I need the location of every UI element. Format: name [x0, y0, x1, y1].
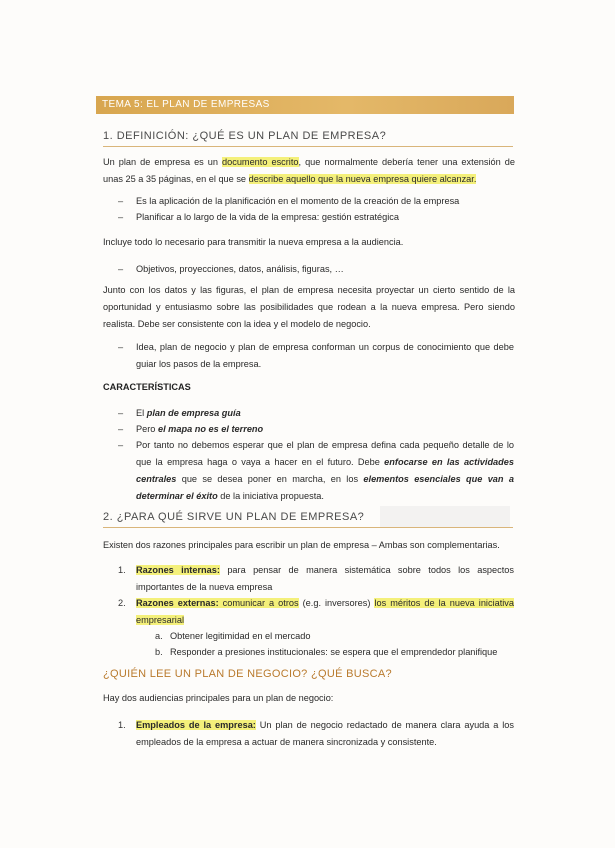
incluye-paragraph: Incluye todo lo necesario para transmitir la nueva empresa a la audiencia. [103, 237, 404, 247]
bullet-planificar: Planificar a lo largo de la vida de la empresa: gestión estratégica [136, 212, 400, 222]
section-2-title: 2. ¿PARA QUÉ SIRVE UN PLAN DE EMPRESA? [103, 511, 365, 523]
caracteristica-guia: El plan de empresa guía [136, 408, 241, 418]
highlight-documento: documento escrito [222, 157, 299, 167]
razones-internas-item: Razones internas: para pensar de manera sistemática sobre todos los aspectos importantes de la nueva empresa [136, 565, 515, 592]
section-1-underline [103, 146, 513, 147]
bullet-objetivos: Objetivos, proyecciones, datos, análisis, figuras, … [136, 264, 344, 274]
subitem-presiones: Responder a presiones institucionales: se espera que el emprendedor planifique [170, 647, 498, 657]
junto-paragraph: Junto con los datos y las figuras, el plan de empresa necesita proyectar un cierto sentido de la oportunidad y entusiasmo sobre las posibilidades que rodean a la nueva empresa. Pero siendo realista. Debe ser consistente con la idea y el modelo de negocio. [103, 285, 515, 329]
subitem-legitimidad: Obtener legitimidad en el mercado [170, 631, 311, 641]
definition-paragraph: Un plan de empresa es un documento escrito, que normalmente debería tener una extensión de unas 25 a 35 páginas, en el que se describe aquello que la nueva empresa quiere alcanzar. [103, 157, 515, 184]
caracteristica-mapa: Pero el mapa no es el terreno [136, 424, 264, 434]
razones-intro: Existen dos razones principales para escribir un plan de empresa – Ambas son complementarias. [103, 540, 500, 550]
bullet-aplicacion: Es la aplicación de la planificación en el momento de la creación de la empresa [136, 196, 460, 206]
highlight-describe: describe aquello que la nueva empresa quiere alcanzar. [248, 174, 477, 184]
razones-internas-label: Razones internas: [136, 565, 220, 575]
caracteristicas-heading: CARACTERÍSTICAS [103, 382, 191, 392]
section-1-title: 1. DEFINICIÓN: ¿QUÉ ES UN PLAN DE EMPRESA? [103, 130, 387, 142]
razones-externas-item: Razones externas: comunicar a otros (e.g. inversores) los méritos de la nueva iniciativa empresarial [136, 598, 515, 625]
topic-banner: TEMA 5: EL PLAN DE EMPRESAS [96, 96, 514, 114]
bullet-idea: Idea, plan de negocio y plan de empresa conforman un corpus de conocimiento que debe guiar los pasos de la empresa. [136, 342, 514, 369]
empleados-item: Empleados de la empresa: Un plan de negocio redactado de manera clara ayuda a los empleados de la empresa a actuar de manera sincronizada y consistente. [136, 720, 514, 747]
scan-smudge [380, 506, 510, 528]
caracteristica-detalle: Por tanto no debemos esperar que el plan de empresa defina cada pequeño detalle de lo que la empresa haga o vaya a hacer en el futuro. Debe enfocarse en las actividades centrales que se desea poner en marcha, en los elementos esenciales que van a determinar el éxito de la iniciativa propuesta. [136, 440, 514, 501]
document-page: TEMA 5: EL PLAN DE EMPRESAS 1. DEFINICIÓN: ¿QUÉ ES UN PLAN DE EMPRESA? Un plan de empresa es un documento escrito, que normalmente debería tener una extensión de unas 25 a 35 páginas, en el que se describe aquello que la nueva empresa quiere alcanzar. – Es la aplicación de la planificación en el momento de la creación de la empresa – Planificar a lo largo de la vida de la empresa: gestión estratégica Incluye todo lo necesario para transmitir la nueva empresa a la audiencia. – Objetivos, proyecciones, datos, análisis, figuras, … Junto con los datos y las figuras, el plan de empresa necesita proyectar un cierto sentido de la oportunidad y entusiasmo sobre las posibilidades que rodean a la nueva empresa. Pero siendo realista. Debe ser consistente con la idea y el modelo de negocio. – Idea, plan de negocio y plan de empresa conforman un corpus de conocimiento que debe guiar los pasos de la empresa. CARACTERÍSTICAS – El plan de empresa guía – Pero el mapa no es el terreno – Por tanto no debemos esperar que el plan de empresa defina cada pequeño detalle de lo que la empresa haga o vaya a hacer en el futuro. Debe enfocarse en las actividades centrales que se desea poner en marcha, en los elementos esenciales que van a determinar el éxito de la iniciativa propuesta. 2. ¿PARA QUÉ SIRVE UN PLAN DE EMPRESA? Existen dos razones principales para escribir un plan de empresa – Ambas son complementarias. 1. Razones internas: para pensar de manera sistemática sobre todos los aspectos importantes de la nueva empresa 2. Razones externas: comunicar a otros (e.g. inversores) los méritos de la nueva iniciativa empresarial a. Obtener legitimidad en el mercado b. Responder a presiones institucionales: se espera que el emprendedor planifique ¿QUIÉN LEE UN PLAN DE NEGOCIO? ¿QUÉ BUSCA? Hay dos audiencias principales para un plan de negocio: 1. Empleados de la empresa: Un plan de negocio redactado de manera clara ayuda a los empleados de la empresa a actuar de manera sincronizada y consistente. [0, 0, 615, 848]
empleados-label: Empleados de la empresa: [136, 720, 256, 730]
section-2-underline [103, 527, 513, 528]
audiencias-intro: Hay dos audiencias principales para un plan de negocio: [103, 693, 334, 703]
section-3-title: ¿QUIÉN LEE UN PLAN DE NEGOCIO? ¿QUÉ BUSCA? [103, 668, 392, 680]
razones-externas-label: Razones externas: [136, 598, 219, 608]
